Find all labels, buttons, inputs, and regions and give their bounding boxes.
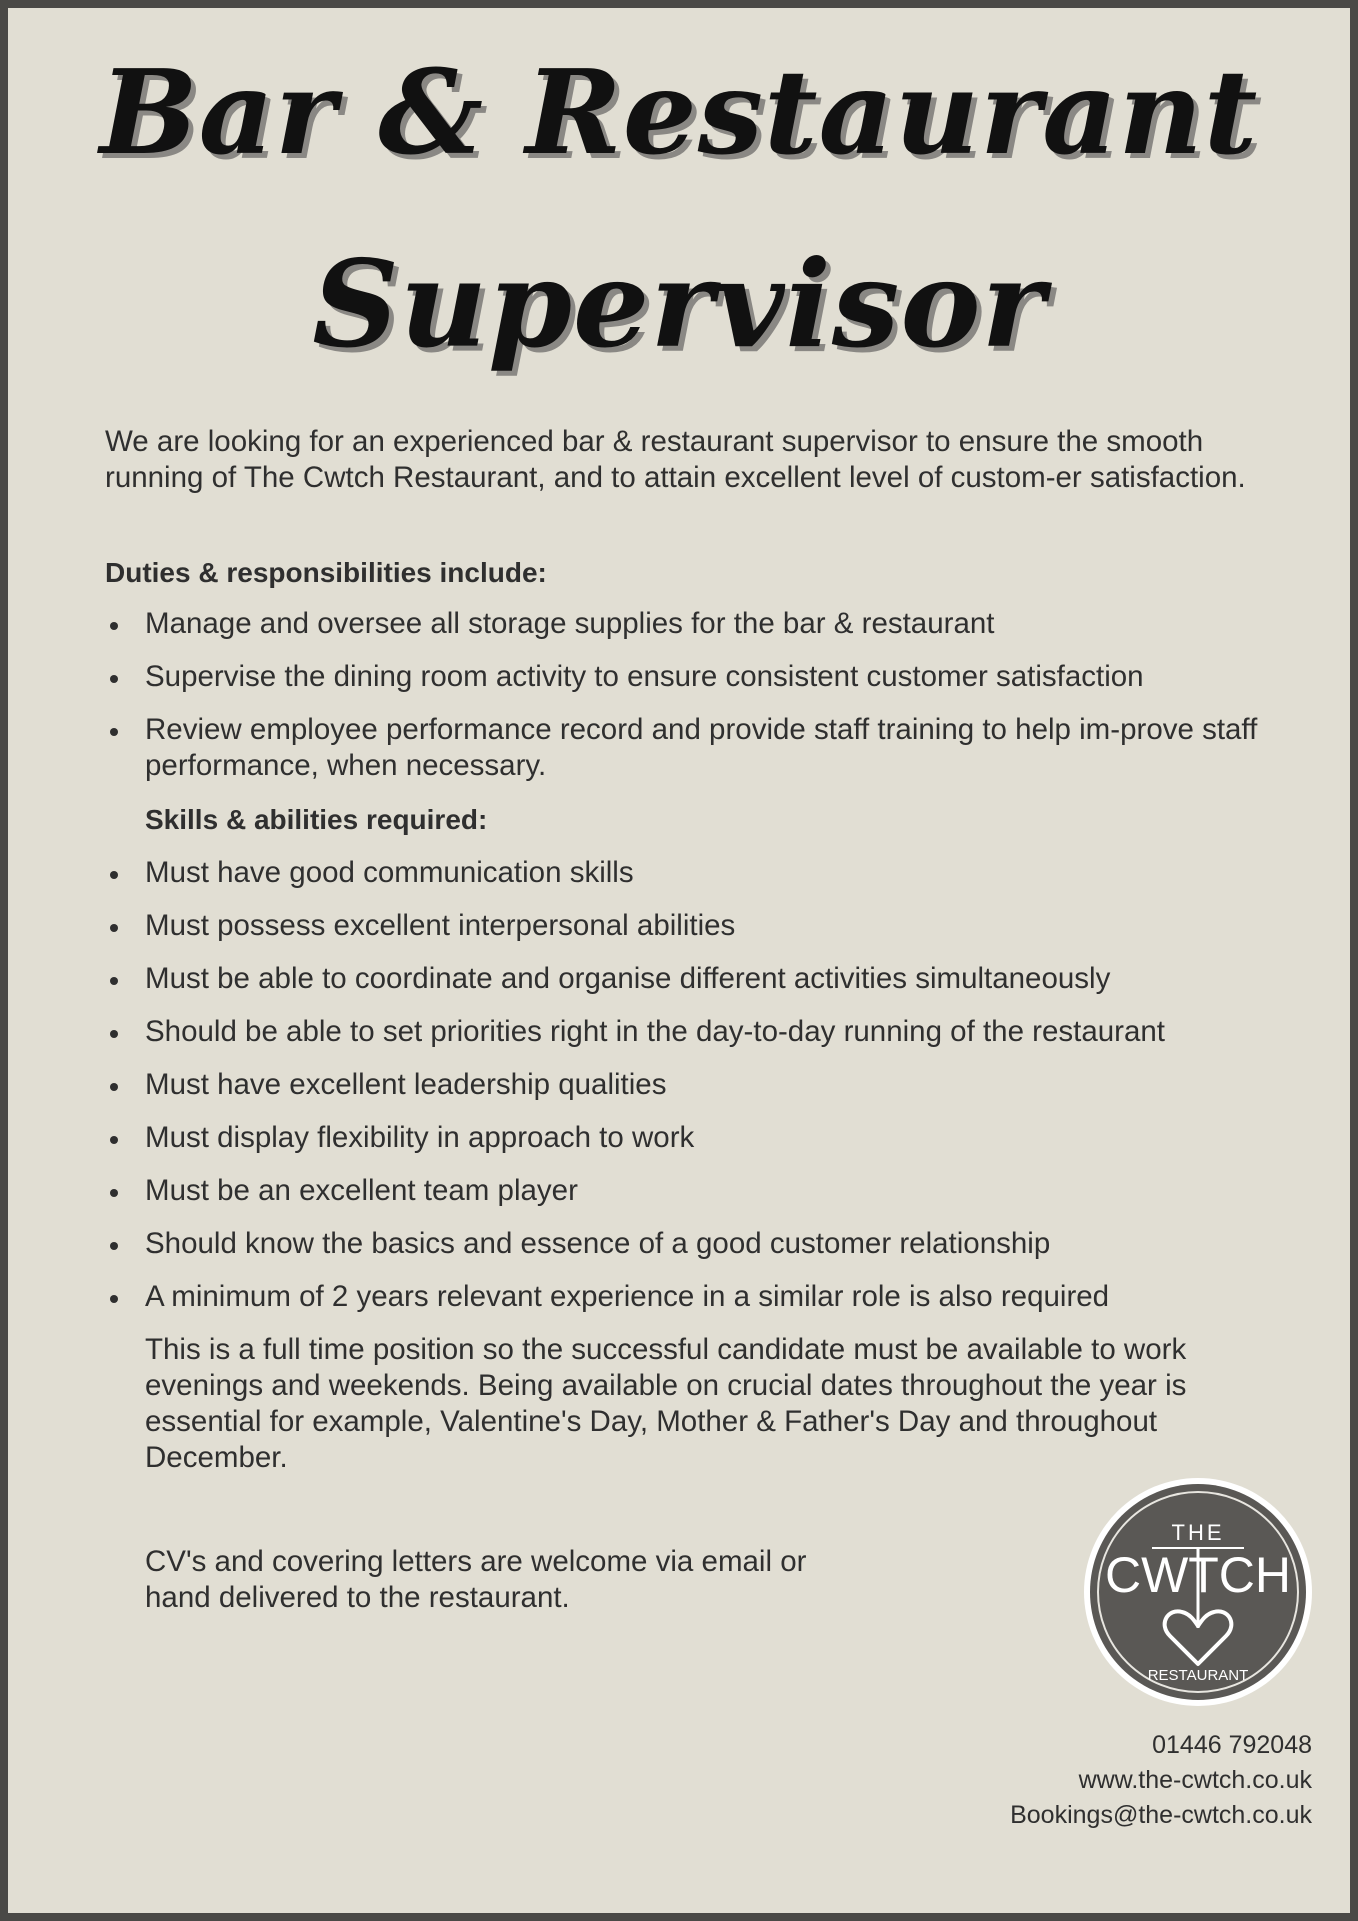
list-item	[105, 855, 1275, 891]
contact-block	[1010, 1728, 1312, 1833]
list-item	[105, 1014, 1275, 1050]
bullet-icon	[110, 977, 118, 985]
bullet-icon	[110, 1242, 118, 1250]
logo-main-text: CWTCH	[1104, 1547, 1292, 1603]
skills-list	[105, 855, 1305, 1332]
bullet-icon	[110, 1189, 118, 1197]
bullet-icon	[110, 1030, 118, 1038]
list-item	[105, 961, 1275, 997]
list-item	[105, 1120, 1275, 1156]
closing-paragraph: This is a full time position so the successful candidate must be available to work evenings and weekends. Being available on crucial dates throughout the year is essential for example, Valentine's Day, Mother & Father's Day and throughout December.	[145, 1333, 1187, 1474]
skill-text: Must display flexibility in approach to work	[145, 1121, 695, 1154]
list-item	[105, 606, 1275, 642]
list-item	[105, 1226, 1275, 1262]
list-item	[105, 1173, 1275, 1209]
skill-text: Must have excellent leadership qualities	[145, 1068, 667, 1101]
duties-heading: Duties & responsibilities include:	[105, 557, 547, 588]
bullet-icon	[110, 1295, 118, 1303]
skills-heading: Skills & abilities required:	[145, 804, 488, 835]
bullet-icon	[110, 728, 118, 736]
website-link[interactable]: www.the-cwtch.co.uk	[1078, 1766, 1312, 1794]
bullet-icon	[110, 1083, 118, 1091]
cv-paragraph: CV's and covering letters are welcome via email or hand delivered to the restaurant.	[145, 1545, 807, 1614]
intro-paragraph: We are looking for an experienced bar & restaurant supervisor to ensure the smooth running of The Cwtch Restaurant, and to attain excellent level of custom-er satisfaction.	[105, 425, 1246, 494]
logo-top-text: THE	[1171, 1520, 1225, 1545]
skill-text: Must have good communication skills	[145, 856, 634, 889]
bullet-icon	[110, 622, 118, 630]
skill-text: Should know the basics and essence of a good customer relationship	[145, 1227, 1051, 1260]
duties-list	[105, 606, 1305, 801]
list-item	[105, 659, 1275, 695]
logo-bottom-text: RESTAURANT	[1147, 1667, 1249, 1684]
title-line-2: Supervisor	[312, 234, 1046, 375]
list-item	[105, 1067, 1275, 1103]
skill-text: Must be able to coordinate and organise different activities simultaneously	[145, 962, 1111, 995]
bullet-icon	[110, 675, 118, 683]
duty-text: Review employee performance record and provide staff training to help im-prove staff performance, when necessary.	[145, 713, 1258, 782]
bullet-icon	[110, 871, 118, 879]
list-item	[105, 712, 1265, 784]
list-item	[105, 1279, 1275, 1315]
bullet-icon	[110, 1136, 118, 1144]
bullet-icon	[110, 924, 118, 932]
cwtch-logo	[1082, 1476, 1314, 1708]
list-item	[105, 908, 1275, 944]
skill-text: A minimum of 2 years relevant experience in a similar role is also required	[145, 1280, 1110, 1313]
skill-text: Must possess excellent interpersonal abilities	[145, 909, 736, 942]
duty-text: Supervise the dining room activity to ensure consistent customer satisfaction	[145, 660, 1144, 693]
skill-text: Should be able to set priorities right in the day-to-day running of the restaurant	[145, 1015, 1165, 1048]
email-link[interactable]: Bookings@the-cwtch.co.uk	[1010, 1801, 1312, 1829]
skill-text: Must be an excellent team player	[145, 1174, 578, 1207]
duty-text: Manage and oversee all storage supplies for the bar & restaurant	[145, 607, 995, 640]
title-line-1: Bar & Restaurant	[99, 45, 1259, 181]
phone-number: 01446 792048	[1152, 1731, 1312, 1759]
job-advert-page	[8, 8, 1350, 1913]
